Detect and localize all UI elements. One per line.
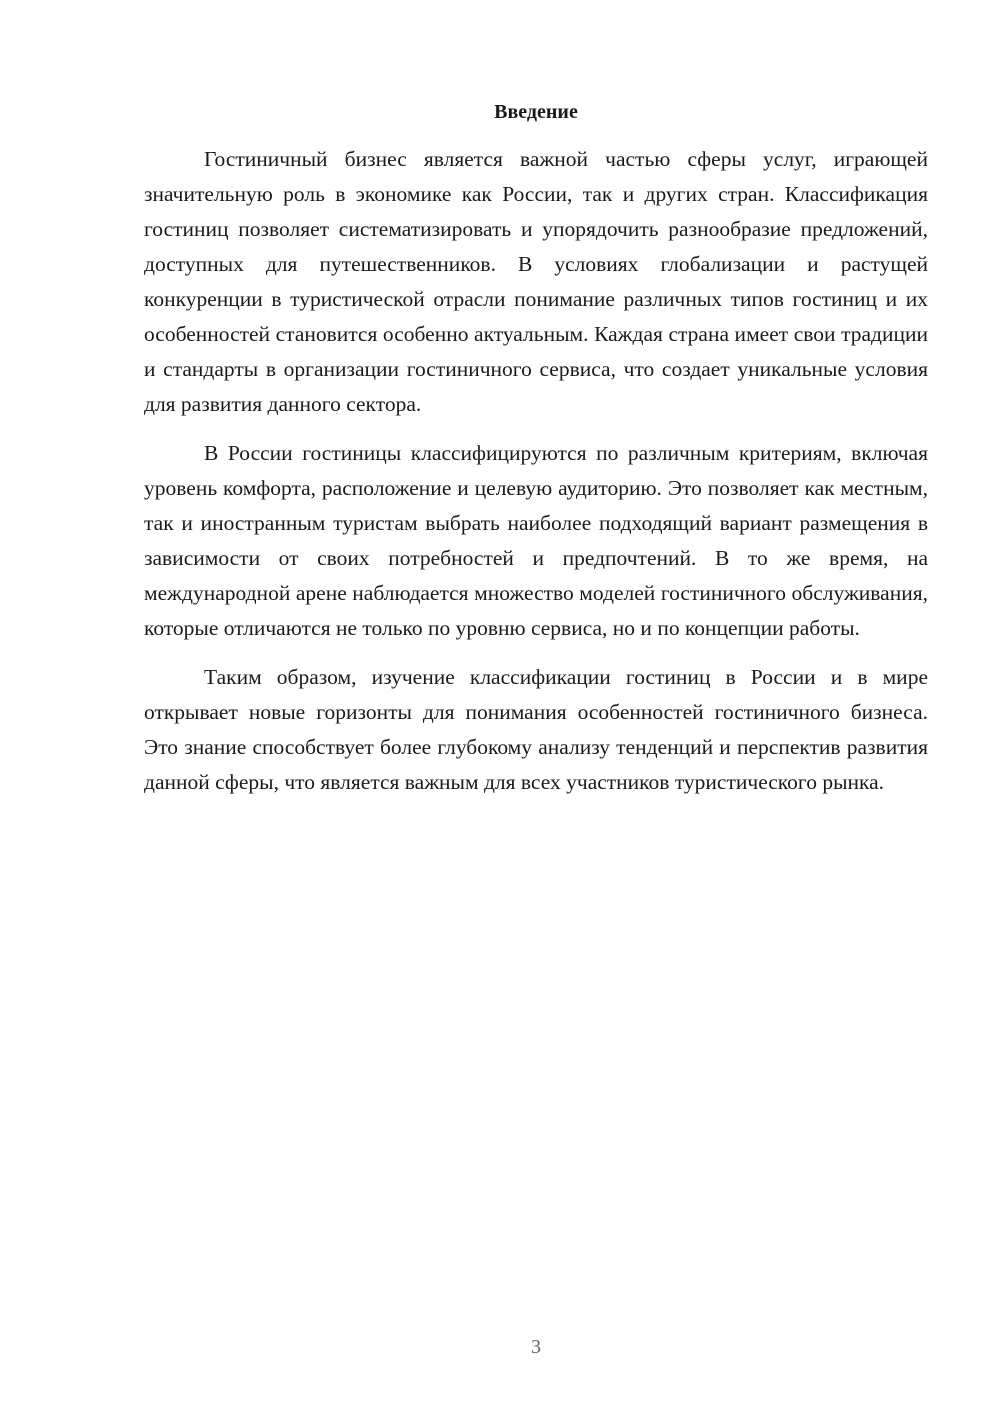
paragraph-intro: Гостиничный бизнес является важной частью сферы услуг, играющей значительную роль в экономике как России, так и других стран. Классификация гостиниц позволяет систематизировать и упорядочить разнообразие предложений, доступных для путешественников. В условиях глобализации и растущей конкуренции в туристической отрасли понимание различных типов гостиниц и их особенностей становится особенно актуальным. Каждая страна имеет свои традиции и стандарты в организации гостиничного сервиса, что создает уникальные условия для развития данного сектора. bbox=[144, 147, 928, 416]
page-number: 3 bbox=[531, 1336, 541, 1358]
body-text bbox=[144, 142, 928, 814]
paragraph-russia-classification: В России гостиницы классифицируются по различным критериям, включая уровень комфорта, расположение и целевую аудиторию. Это позволяет как местным, так и иностранным туристам выбрать наиболее подходящий вариант размещения в зависимости от своих потребностей и предпочтений. В то же время, на международной арене наблюдается множество моделей гостиничного обслуживания, которые отличаются не только по уровню сервиса, но и по концепции работы. bbox=[144, 441, 928, 640]
section-heading: Введение bbox=[494, 101, 578, 123]
paragraph-conclusion: Таким образом, изучение классификации гостиниц в России и в мире открывает новые горизонты для понимания особенностей гостиничного бизнеса. Это знание способствует более глубокому анализу тенденций и перспектив развития данной сферы, что является важным для всех участников туристического рынка. bbox=[144, 665, 928, 794]
